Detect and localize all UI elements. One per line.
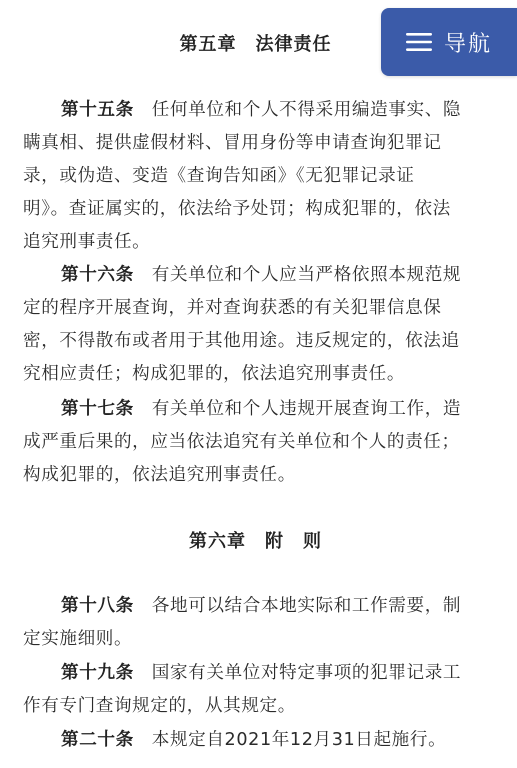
article-16 (23, 259, 495, 391)
article-15-line-2: 瞒真相、提供虚假材料、冒用身份等申请查询犯罪记 (23, 133, 442, 153)
article-20 (23, 724, 495, 757)
article-16-line-4: 究相应责任；构成犯罪的，依法追究刑事责任。 (23, 364, 406, 384)
article-17-line-2: 成严重后果的，应当依法追究有关单位和个人的责任； (23, 432, 460, 452)
article-16-number: 第十六条 (61, 265, 134, 285)
navigation-label: 导航 (443, 31, 492, 57)
article-19-line-2: 作有专门查询规定的，从其规定。 (23, 696, 296, 716)
article-19-number: 第十九条 (61, 663, 134, 683)
article-18-line-2: 定实施细则。 (23, 629, 133, 649)
chapter-6-title: 第六章 附 则 (189, 531, 322, 552)
article-15-line-1: 任何单位和个人不得采用编造事实、隐 (151, 100, 462, 120)
article-15-line-5: 追究刑事责任。 (23, 232, 151, 252)
article-15-line-3: 录，或伪造、变造《查询告知函》《无犯罪记录证 (23, 166, 415, 186)
article-16-line-3: 密，不得散布或者用于其他用途。违反规定的，依法追 (23, 331, 460, 351)
menu-icon (406, 32, 432, 52)
article-20-line-1: 本规定自2021年12月31日起施行。 (151, 730, 447, 750)
article-18-line-1: 各地可以结合本地实际和工作需要，制 (151, 596, 462, 616)
article-16-line-2: 定的程序开展查询，并对查询获悉的有关犯罪信息保 (23, 298, 442, 318)
article-18 (23, 590, 495, 656)
article-19 (23, 657, 495, 723)
navigation-button[interactable] (381, 8, 517, 76)
article-17 (23, 393, 495, 492)
article-17-line-1: 有关单位和个人违规开展查询工作，造 (151, 399, 462, 419)
article-16-line-1: 有关单位和个人应当严格依照本规范规 (151, 265, 462, 285)
article-19-line-1: 国家有关单位对特定事项的犯罪记录工 (151, 663, 462, 683)
article-17-number: 第十七条 (61, 399, 134, 419)
article-15-number: 第十五条 (61, 100, 134, 120)
article-18-number: 第十八条 (61, 596, 134, 616)
article-15 (23, 94, 495, 259)
article-17-line-3: 构成犯罪的，依法追究刑事责任。 (23, 465, 296, 485)
article-15-line-4: 明》。查证属实的，依法给予处罚；构成犯罪的，依法 (23, 199, 451, 219)
article-20-number: 第二十条 (61, 730, 134, 750)
chapter-5-title: 第五章 法律责任 (179, 34, 332, 55)
